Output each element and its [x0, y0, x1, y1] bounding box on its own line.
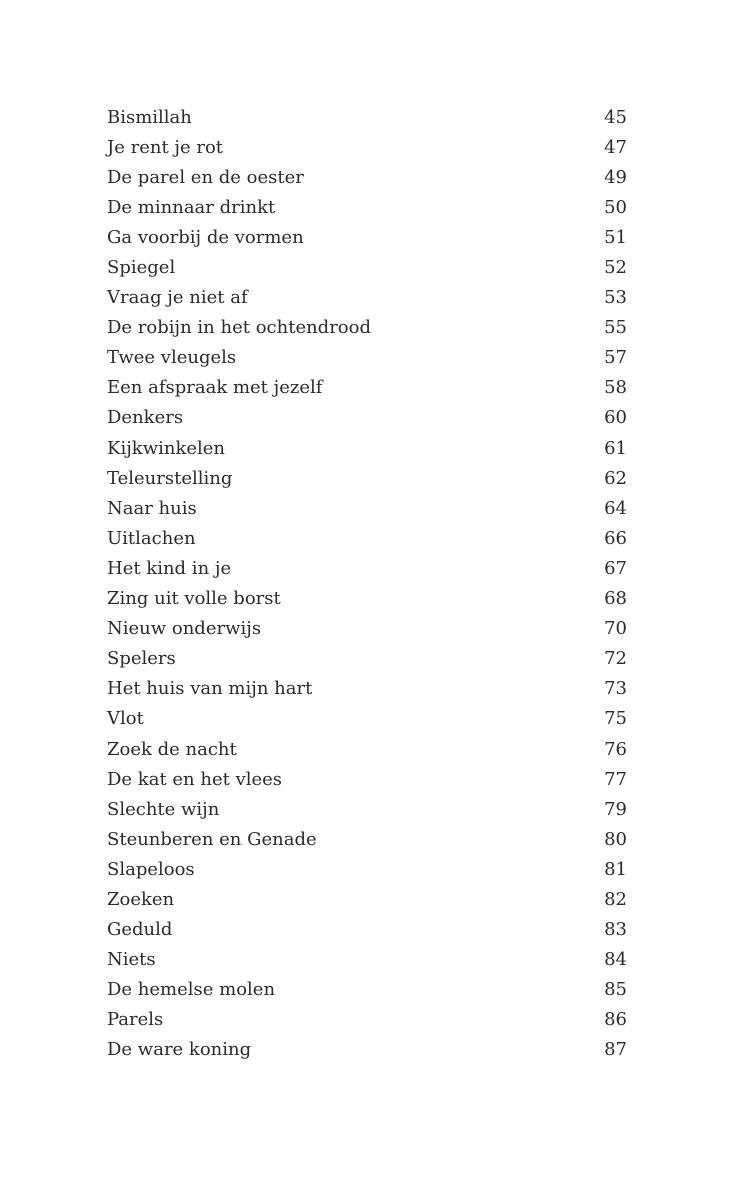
toc-entry-page-number: 84 — [604, 949, 627, 971]
toc-entry — [107, 403, 627, 433]
toc-entry — [107, 644, 627, 674]
toc-entry — [107, 945, 627, 975]
toc-entry-title: Ga voorbij de vormen — [107, 226, 304, 248]
toc-entry-page-number: 49 — [604, 166, 627, 188]
toc-entry — [107, 343, 627, 373]
toc-entry-title: De minnaar drinkt — [107, 196, 276, 218]
toc-entry-title: Twee vleugels — [107, 347, 237, 369]
toc-entry-page-number: 68 — [604, 588, 627, 610]
toc-entry-page-number: 66 — [604, 527, 627, 549]
toc-entry — [107, 915, 627, 945]
toc-entry-page-number: 58 — [604, 377, 627, 399]
toc-entry — [107, 493, 627, 523]
toc-entry — [107, 704, 627, 734]
toc-entry — [107, 794, 627, 824]
toc-entry — [107, 523, 627, 553]
toc-entry-page-number: 72 — [604, 648, 627, 670]
toc-entry — [107, 1035, 627, 1065]
toc-entry — [107, 614, 627, 644]
toc-entry-page-number: 61 — [604, 437, 627, 459]
toc-entry-page-number: 62 — [604, 467, 627, 489]
toc-entry-page-number: 55 — [604, 317, 627, 339]
toc-entry — [107, 222, 627, 252]
table-of-contents — [107, 102, 627, 1065]
toc-entry-title: Naar huis — [107, 497, 197, 519]
toc-entry — [107, 283, 627, 313]
toc-entry-page-number: 67 — [604, 557, 627, 579]
toc-entry-title: Teleurstelling — [107, 467, 233, 489]
toc-entry — [107, 433, 627, 463]
toc-entry-title: Geduld — [107, 919, 173, 941]
toc-entry — [107, 463, 627, 493]
toc-entry-title: Het huis van mijn hart — [107, 678, 313, 700]
toc-entry-title: De ware koning — [107, 1039, 252, 1061]
toc-entry-page-number: 82 — [604, 888, 627, 910]
toc-entry-title: De parel en de oester — [107, 166, 304, 188]
toc-entry-page-number: 50 — [604, 196, 627, 218]
toc-entry-title: Uitlachen — [107, 527, 196, 549]
toc-entry-page-number: 64 — [604, 497, 627, 519]
toc-entry — [107, 313, 627, 343]
toc-entry-title: Het kind in je — [107, 557, 232, 579]
toc-entry-page-number: 47 — [604, 136, 627, 158]
toc-entry-title: Vraag je niet af — [107, 287, 248, 309]
toc-entry-page-number: 80 — [604, 828, 627, 850]
toc-entry-title: Slechte wijn — [107, 798, 220, 820]
toc-entry-page-number: 75 — [604, 708, 627, 730]
toc-entry-title: Zing uit volle borst — [107, 588, 281, 610]
toc-entry-page-number: 70 — [604, 618, 627, 640]
toc-entry-page-number: 60 — [604, 407, 627, 429]
toc-entry-page-number: 73 — [604, 678, 627, 700]
toc-entry-page-number: 83 — [604, 919, 627, 941]
toc-entry-page-number: 51 — [604, 226, 627, 248]
toc-entry-page-number: 76 — [604, 738, 627, 760]
toc-entry-title: Zoeken — [107, 888, 175, 910]
toc-entry-title: Zoek de nacht — [107, 738, 237, 760]
toc-entry — [107, 884, 627, 914]
toc-entry-page-number: 79 — [604, 798, 627, 820]
toc-entry — [107, 132, 627, 162]
toc-entry-title: Denkers — [107, 407, 184, 429]
toc-entry — [107, 192, 627, 222]
toc-entry — [107, 975, 627, 1005]
toc-entry-title: De kat en het vlees — [107, 768, 283, 790]
toc-entry-title: Kijkwinkelen — [107, 437, 226, 459]
toc-entry-title: Niets — [107, 949, 156, 971]
toc-entry-page-number: 86 — [604, 1009, 627, 1031]
toc-entry-title: Bismillah — [107, 106, 192, 128]
toc-entry — [107, 854, 627, 884]
toc-entry-title: Je rent je rot — [107, 136, 224, 158]
toc-entry-title: De hemelse molen — [107, 979, 276, 1001]
toc-entry-page-number: 52 — [604, 257, 627, 279]
toc-entry — [107, 553, 627, 583]
toc-entry — [107, 584, 627, 614]
toc-entry-title: Een afspraak met jezelf — [107, 377, 323, 399]
toc-entry-title: Vlot — [107, 708, 144, 730]
toc-entry — [107, 162, 627, 192]
toc-entry-title: Parels — [107, 1009, 164, 1031]
toc-entry-title: Spelers — [107, 648, 176, 670]
toc-entry-page-number: 81 — [604, 858, 627, 880]
toc-entry-title: Slapeloos — [107, 858, 195, 880]
toc-entry — [107, 1005, 627, 1035]
toc-entry-title: Nieuw onderwijs — [107, 618, 262, 640]
toc-entry-page-number: 57 — [604, 347, 627, 369]
toc-entry — [107, 252, 627, 282]
toc-entry-page-number: 85 — [604, 979, 627, 1001]
toc-entry-title: De robijn in het ochtendrood — [107, 317, 372, 339]
toc-entry-page-number: 45 — [604, 106, 627, 128]
toc-entry — [107, 674, 627, 704]
toc-entry — [107, 373, 627, 403]
toc-entry — [107, 824, 627, 854]
toc-entry-page-number: 87 — [604, 1039, 627, 1061]
toc-entry-title: Steunberen en Genade — [107, 828, 317, 850]
toc-entry-page-number: 53 — [604, 287, 627, 309]
toc-entry — [107, 734, 627, 764]
toc-entry-title: Spiegel — [107, 257, 176, 279]
toc-entry — [107, 764, 627, 794]
toc-entry — [107, 102, 627, 132]
toc-entry-page-number: 77 — [604, 768, 627, 790]
